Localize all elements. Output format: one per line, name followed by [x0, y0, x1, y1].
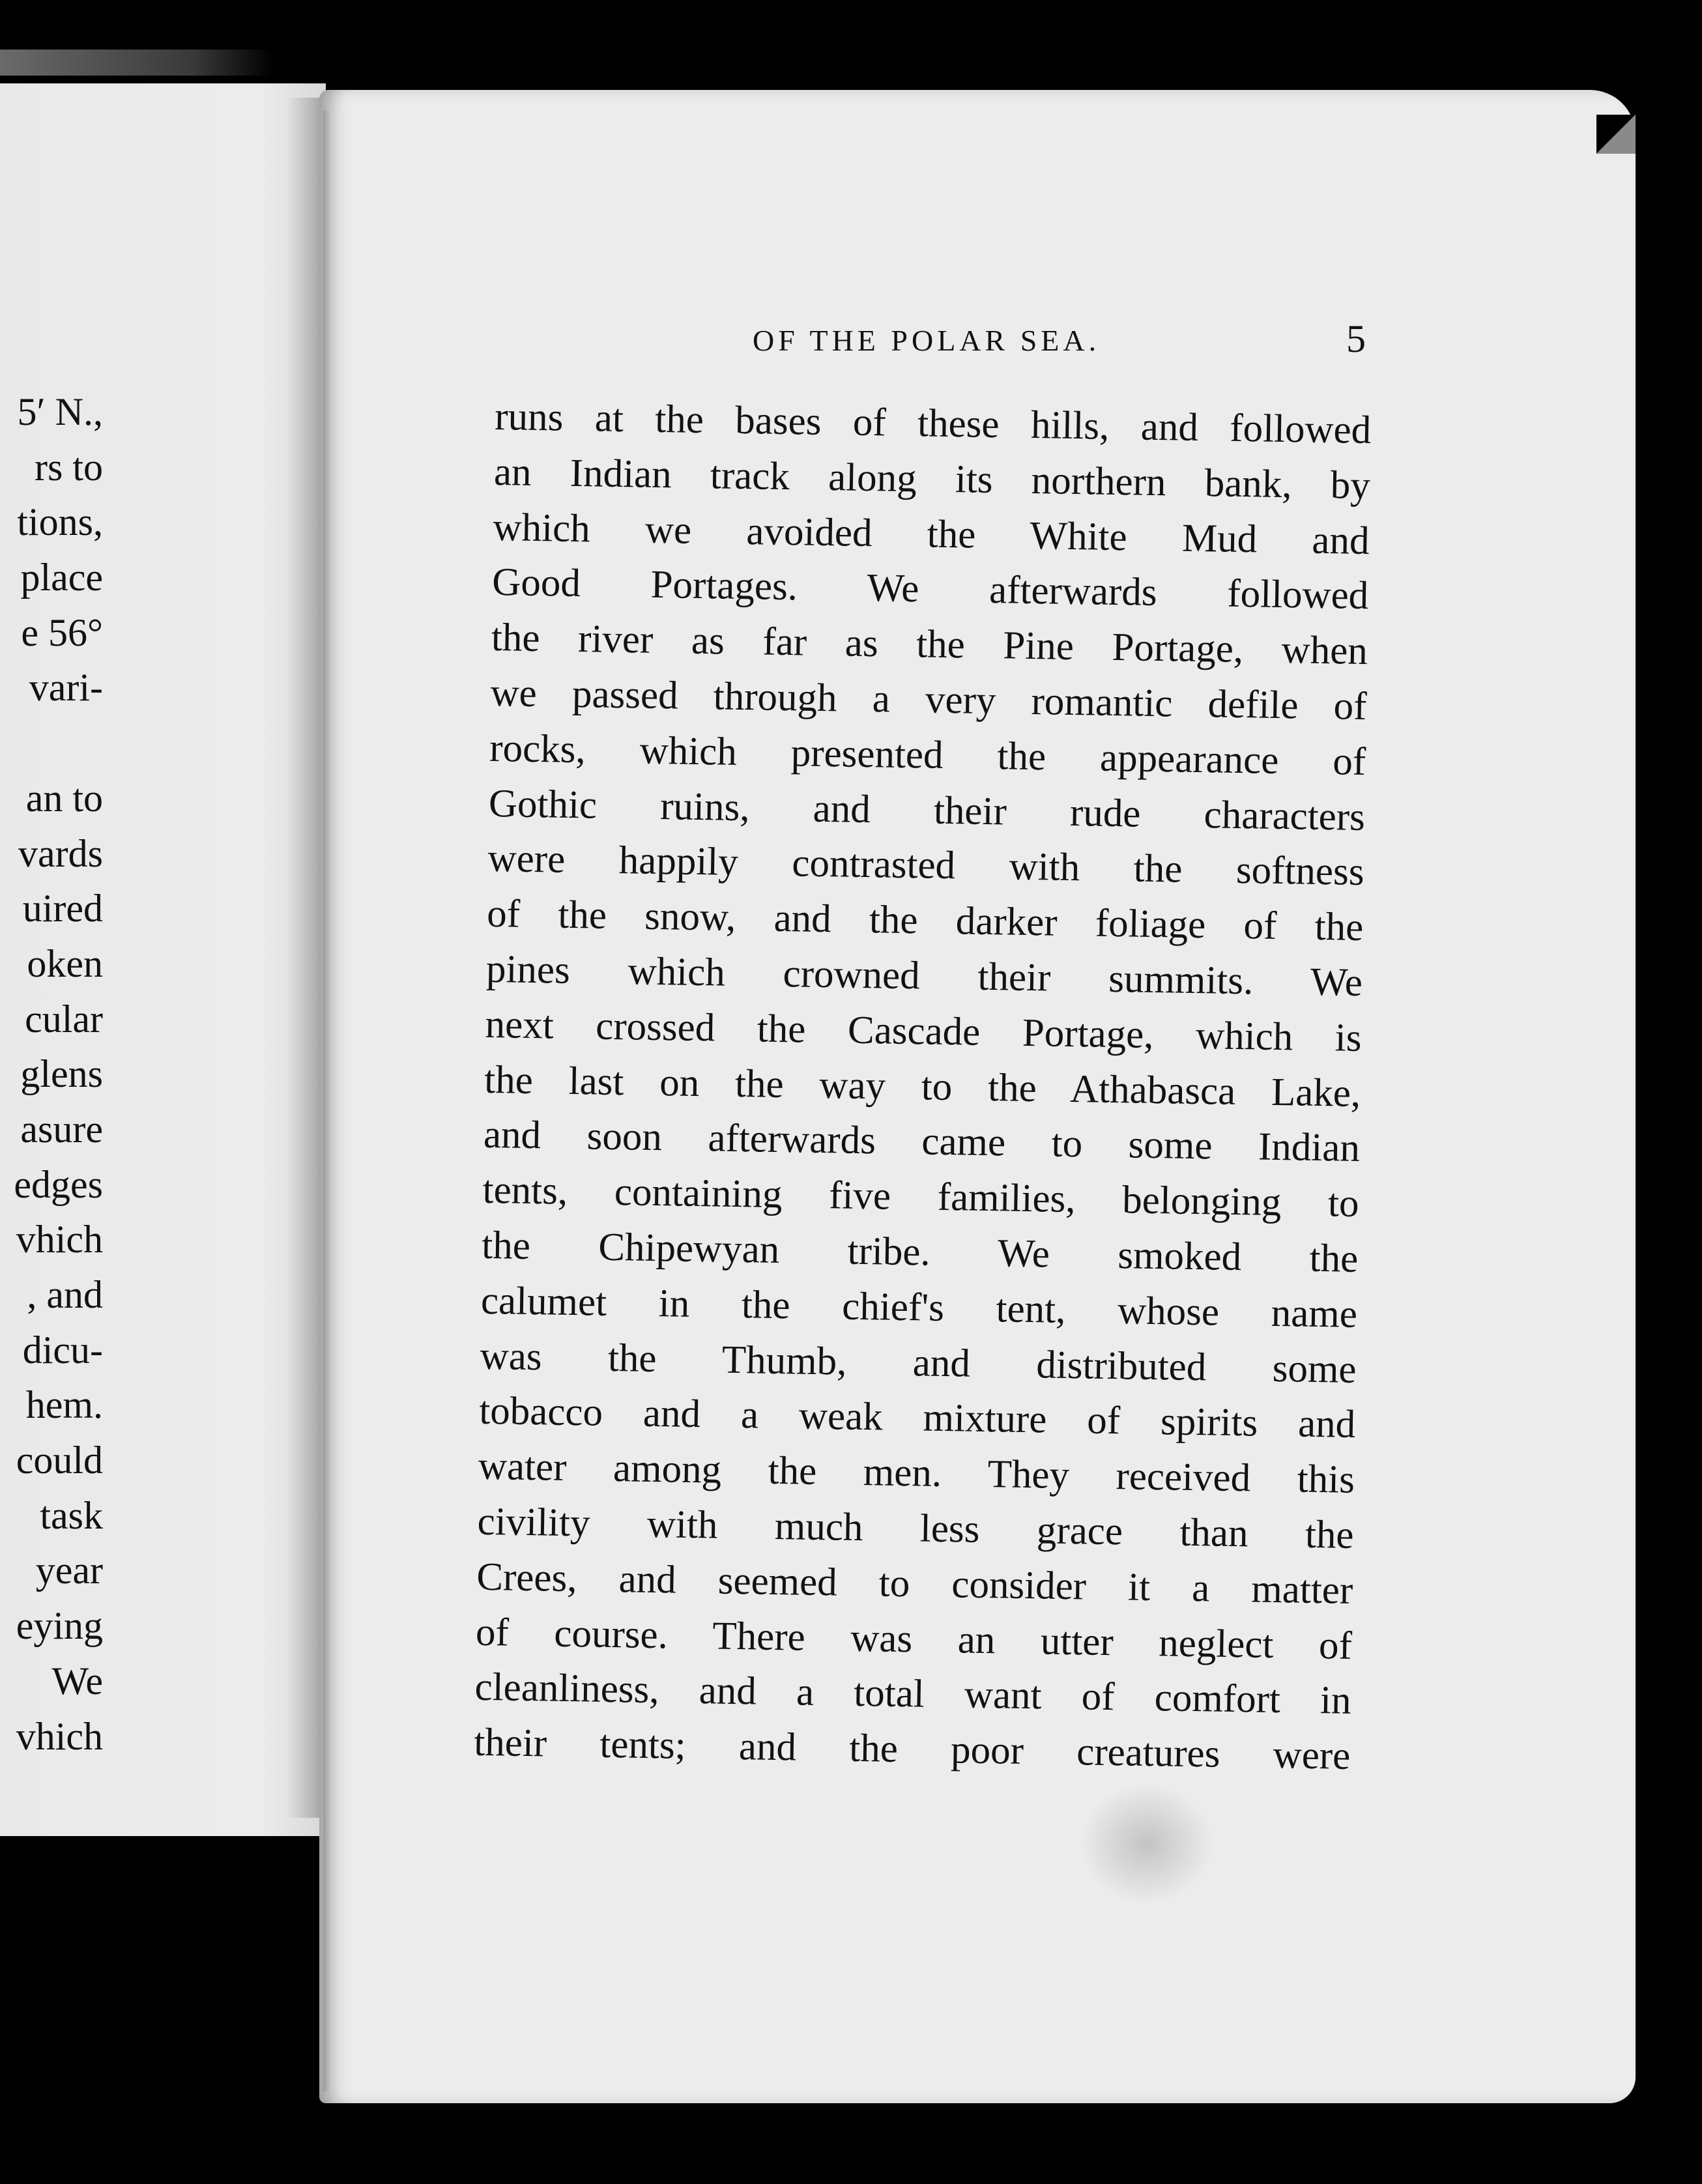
- page-number: 5: [1346, 317, 1366, 360]
- text-line: of course. There was an utter neglect of: [475, 1610, 1353, 1668]
- left-page-line: , and: [27, 1273, 103, 1316]
- left-page-line: eying: [16, 1604, 103, 1648]
- left-page-line: vhich: [16, 1218, 103, 1261]
- text-line: their tents; and the poor creatures were: [473, 1720, 1351, 1778]
- left-page-line: 5′ N.,: [17, 390, 103, 433]
- left-page-line: uired: [22, 887, 103, 930]
- page-body-text: [474, 390, 1372, 1785]
- left-page-line: cular: [25, 997, 103, 1041]
- text-line: Crees, and seemed to consider it a matter: [476, 1555, 1353, 1613]
- left-page-line: task: [40, 1493, 103, 1537]
- text-line: the Chipewyan tribe. We smoked the: [481, 1223, 1359, 1281]
- text-line: the last on the way to the Athabasca Lake,: [483, 1057, 1361, 1115]
- left-page-line: e 56°: [21, 611, 103, 654]
- text-line: was the Thumb, and distributed some: [480, 1334, 1357, 1392]
- text-line: calumet in the chief's tent, whose name: [480, 1278, 1358, 1336]
- left-page-text: [0, 384, 103, 1764]
- left-page-line: tions,: [17, 500, 103, 544]
- text-line: an Indian track along its northern bank, by: [493, 450, 1371, 508]
- text-line: next crossed the Cascade Portage, which is: [485, 1002, 1363, 1060]
- text-line: water among the men. They received this: [478, 1444, 1355, 1502]
- left-page-line: vhich: [16, 1714, 103, 1758]
- text-line: which we avoided the White Mud and: [493, 505, 1370, 563]
- page-corner: [1596, 115, 1636, 154]
- binding-edge: [0, 50, 274, 76]
- text-line: and soon afterwards came to some Indian: [483, 1113, 1361, 1171]
- text-line: tobacco and a weak mixture of spirits and: [478, 1389, 1356, 1447]
- left-page-line: year: [35, 1549, 103, 1592]
- text-line: runs at the bases of these hills, and followed: [494, 394, 1372, 453]
- left-page-line: an to: [25, 776, 103, 820]
- left-page-line: We: [51, 1659, 103, 1703]
- text-line: the river as far as the Pine Portage, when: [491, 616, 1368, 674]
- left-page-line: glens: [20, 1052, 103, 1096]
- text-line: cleanliness, and a total want of comfort in: [474, 1665, 1352, 1723]
- text-line: Good Portages. We afterwards followed: [491, 560, 1369, 618]
- text-line: tents, containing five families, belonging to: [482, 1168, 1360, 1226]
- paper-stain: [1082, 1785, 1212, 1903]
- left-page-line: vards: [18, 831, 103, 875]
- text-line: Gothic ruins, and their rude characters: [488, 781, 1366, 839]
- left-page-line: could: [16, 1439, 103, 1482]
- left-page-line: [0, 715, 103, 771]
- text-line: pines which crowned their summits. We: [485, 947, 1363, 1005]
- text-line: civility with much less grace than the: [477, 1499, 1355, 1557]
- left-page-line: asure: [20, 1107, 103, 1151]
- text-line: of the snow, and the darker foliage of the: [486, 892, 1364, 950]
- left-page-line: oken: [27, 941, 103, 985]
- left-page-line: dicu-: [22, 1328, 103, 1372]
- left-page-line: vari-: [29, 666, 103, 710]
- running-head: OF THE POLAR SEA.: [753, 324, 1101, 357]
- text-line: were happily contrasted with the softness: [487, 837, 1365, 895]
- gutter: [323, 111, 332, 2091]
- left-page-line: rs to: [35, 445, 103, 489]
- text-line: we passed through a very romantic defile of: [490, 670, 1368, 729]
- left-page-line: edges: [14, 1162, 103, 1206]
- left-page-line: hem.: [25, 1383, 103, 1427]
- left-page-line: place: [20, 556, 103, 599]
- text-line: rocks, which presented the appearance of: [489, 726, 1366, 784]
